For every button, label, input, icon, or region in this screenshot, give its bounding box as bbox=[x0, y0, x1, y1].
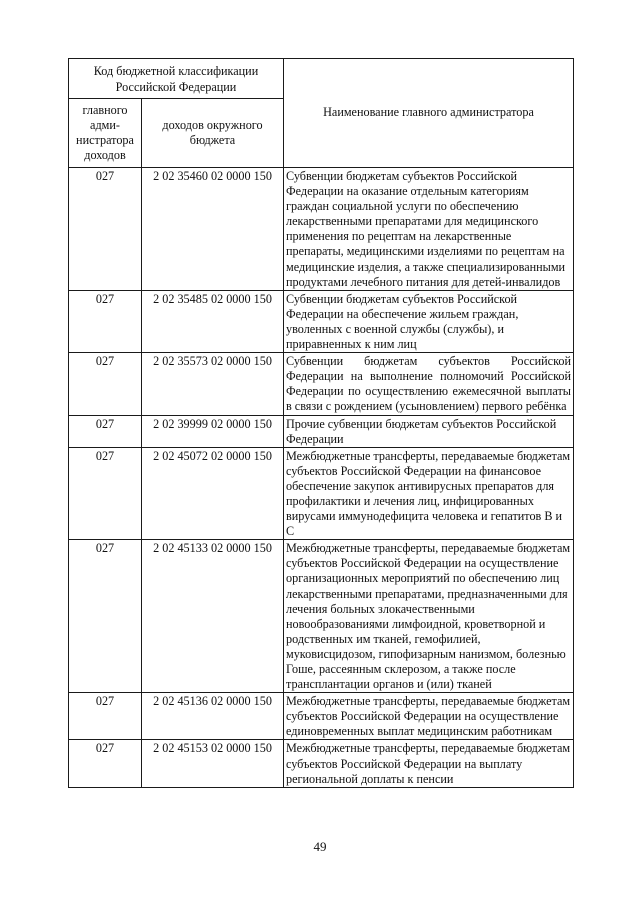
header-district-budget-income: доходов окружного бюджета bbox=[142, 99, 284, 168]
table-header-row bbox=[69, 59, 574, 99]
table-row bbox=[69, 353, 574, 415]
income-code-cell: 2 02 45072 02 0000 150 bbox=[142, 447, 284, 540]
header-classification-code: Код бюджетной классификации Российской Федерации bbox=[69, 59, 284, 99]
admin-code-cell: 027 bbox=[69, 693, 142, 740]
income-code-cell: 2 02 45136 02 0000 150 bbox=[142, 693, 284, 740]
admin-code-cell: 027 bbox=[69, 353, 142, 415]
income-code-cell: 2 02 35485 02 0000 150 bbox=[142, 290, 284, 352]
income-code-cell: 2 02 45133 02 0000 150 bbox=[142, 540, 284, 693]
administrator-name-cell: Межбюджетные трансферты, передаваемые бюджетам субъектов Российской Федерации на осуществление организационных мероприятий по обеспечению лиц лекарственными препаратами, предназначенными для лечения больных злокачественными новообразованиями лимфоидной, кроветворной и родственных им тканей, гемофилией, муковисцидозом, гипофизарным нанизмом, болезнью Гоше, рассеянным склерозом, а также после трансплантации органов и (или) тканей bbox=[284, 540, 574, 693]
admin-code-cell: 027 bbox=[69, 290, 142, 352]
administrator-name-cell: Субвенции бюджетам субъектов Российской Федерации на обеспечение жильем граждан, уволенных с военной службы (службы), и приравненных к ним лиц bbox=[284, 290, 574, 352]
administrator-name-cell: Субвенции бюджетам субъектов Российской Федерации на оказание отдельным категориям граждан социальной услуги по обеспечению лекарственными препаратами для медицинского применения по рецептам на лекарственные препараты, медицинскими изделиями по рецептам на медицинские изделия, а также специализированными продуктами лечебного питания для детей-инвалидов bbox=[284, 168, 574, 291]
income-code-cell: 2 02 35573 02 0000 150 bbox=[142, 353, 284, 415]
table-row bbox=[69, 290, 574, 352]
administrator-name-cell: Межбюджетные трансферты, передаваемые бюджетам субъектов Российской Федерации на финансовое обеспечение закупок антивирусных препаратов для профилактики и лечения лиц, инфицированных вирусами иммунодефицита человека и гепатитов В и С bbox=[284, 447, 574, 540]
table-row bbox=[69, 415, 574, 447]
admin-code-cell: 027 bbox=[69, 740, 142, 787]
administrator-name-cell: Прочие субвенции бюджетам субъектов Российской Федерации bbox=[284, 415, 574, 447]
page-number: 49 bbox=[313, 839, 327, 854]
administrator-name-cell: Субвенции бюджетам субъектов Российской Федерации на выполнение полномочий Российской Федерации по осуществлению ежемесячной выплаты в связи с рождением (усыновлением) первого ребёнка bbox=[284, 353, 574, 415]
administrator-name-cell: Межбюджетные трансферты, передаваемые бюджетам субъектов Российской Федерации на осуществление единовременных выплат медицинским работникам bbox=[284, 693, 574, 740]
admin-code-cell: 027 bbox=[69, 415, 142, 447]
table-row bbox=[69, 168, 574, 291]
admin-code-cell: 027 bbox=[69, 540, 142, 693]
table-row bbox=[69, 447, 574, 540]
header-main-administrator: главного адми-нистратора доходов bbox=[69, 99, 142, 168]
income-code-cell: 2 02 39999 02 0000 150 bbox=[142, 415, 284, 447]
income-code-cell: 2 02 35460 02 0000 150 bbox=[142, 168, 284, 291]
income-code-cell: 2 02 45153 02 0000 150 bbox=[142, 740, 284, 787]
admin-code-cell: 027 bbox=[69, 447, 142, 540]
admin-code-cell: 027 bbox=[69, 168, 142, 291]
table-row bbox=[69, 740, 574, 787]
header-administrator-name: Наименование главного администратора bbox=[284, 59, 574, 168]
table-row bbox=[69, 693, 574, 740]
table-row bbox=[69, 540, 574, 693]
administrator-name-cell: Межбюджетные трансферты, передаваемые бюджетам субъектов Российской Федерации на выплату региональной доплаты к пенсии bbox=[284, 740, 574, 787]
budget-classification-table bbox=[68, 58, 574, 788]
